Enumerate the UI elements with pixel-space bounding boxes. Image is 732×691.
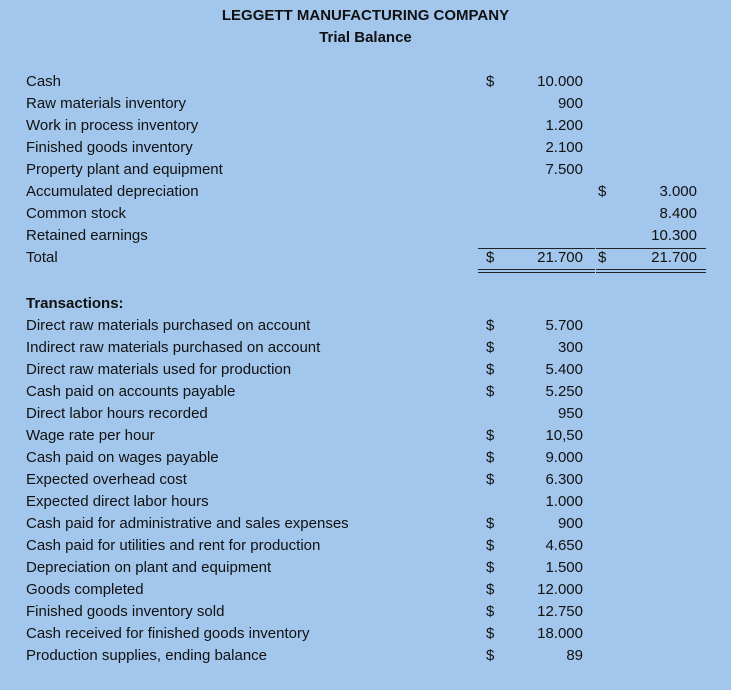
transaction-row bbox=[0, 601, 731, 623]
total-credit-currency: $ bbox=[598, 249, 607, 266]
transaction-currency: $ bbox=[486, 361, 495, 378]
transaction-value: 10,50 bbox=[545, 427, 583, 444]
transactions-heading: Transactions: bbox=[26, 295, 124, 312]
credit-double-underline bbox=[596, 269, 706, 273]
transaction-value: 1.500 bbox=[545, 559, 583, 576]
transaction-value: 9.000 bbox=[545, 449, 583, 466]
trial-balance-row bbox=[0, 181, 731, 203]
transaction-row bbox=[0, 491, 731, 513]
account-label: Retained earnings bbox=[26, 227, 148, 244]
transaction-value: 300 bbox=[557, 339, 583, 356]
transaction-value: 89 bbox=[566, 647, 583, 664]
transaction-label: Goods completed bbox=[26, 581, 144, 598]
trial-balance-row bbox=[0, 203, 731, 225]
transaction-row bbox=[0, 645, 731, 667]
transaction-value: 6.300 bbox=[545, 471, 583, 488]
transaction-row bbox=[0, 579, 731, 601]
account-label: Property plant and equipment bbox=[26, 161, 223, 178]
credit-value: 10.300 bbox=[651, 227, 697, 244]
transaction-row bbox=[0, 557, 731, 579]
transaction-row bbox=[0, 447, 731, 469]
total-debit-currency: $ bbox=[486, 249, 495, 266]
transaction-currency: $ bbox=[486, 383, 495, 400]
credit-value: 8.400 bbox=[659, 205, 697, 222]
trial-balance-row bbox=[0, 159, 731, 181]
account-label: Raw materials inventory bbox=[26, 95, 187, 112]
transaction-label: Cash paid on wages payable bbox=[26, 449, 219, 466]
debit-double-underline bbox=[478, 269, 595, 273]
transaction-row bbox=[0, 403, 731, 425]
transaction-row bbox=[0, 315, 731, 337]
transaction-row bbox=[0, 359, 731, 381]
account-label: Work in process inventory bbox=[26, 117, 199, 134]
report-subtitle: Trial Balance bbox=[319, 29, 412, 46]
account-label: Accumulated depreciation bbox=[26, 183, 199, 200]
transaction-value: 5.700 bbox=[545, 317, 583, 334]
total-credit-value: 21.700 bbox=[651, 249, 697, 266]
transaction-label: Wage rate per hour bbox=[26, 427, 155, 444]
transaction-label: Expected direct labor hours bbox=[26, 493, 209, 510]
transaction-label: Cash paid on accounts payable bbox=[26, 383, 236, 400]
transaction-label: Cash paid for administrative and sales expenses bbox=[26, 515, 349, 532]
trial-balance-row bbox=[0, 225, 731, 247]
transaction-row bbox=[0, 513, 731, 535]
credit-value: 3.000 bbox=[659, 183, 697, 200]
account-label: Cash bbox=[26, 73, 62, 90]
transaction-currency: $ bbox=[486, 559, 495, 576]
transactions-heading-row bbox=[0, 293, 731, 315]
debit-value: 7.500 bbox=[545, 161, 583, 178]
transaction-label: Direct raw materials purchased on account bbox=[26, 317, 311, 334]
transaction-currency: $ bbox=[486, 449, 495, 466]
trial-balance-row bbox=[0, 137, 731, 159]
transaction-label: Cash received for finished goods inventory bbox=[26, 625, 310, 642]
trial-balance-row bbox=[0, 93, 731, 115]
total-label: Total bbox=[26, 249, 58, 266]
transaction-currency: $ bbox=[486, 339, 495, 356]
transaction-currency: $ bbox=[486, 515, 495, 532]
transaction-row bbox=[0, 425, 731, 447]
transaction-value: 18.000 bbox=[537, 625, 583, 642]
debit-value: 10.000 bbox=[537, 73, 583, 90]
transaction-label: Production supplies, ending balance bbox=[26, 647, 268, 664]
total-row bbox=[0, 247, 731, 269]
transaction-label: Expected overhead cost bbox=[26, 471, 187, 488]
transaction-currency: $ bbox=[486, 471, 495, 488]
trial-balance-row bbox=[0, 71, 731, 93]
transaction-value: 1.000 bbox=[545, 493, 583, 510]
transaction-label: Cash paid for utilities and rent for production bbox=[26, 537, 321, 554]
account-label: Common stock bbox=[26, 205, 127, 222]
debit-value: 1.200 bbox=[545, 117, 583, 134]
transaction-row bbox=[0, 381, 731, 403]
transaction-value: 900 bbox=[557, 515, 583, 532]
transaction-value: 5.400 bbox=[545, 361, 583, 378]
transaction-row bbox=[0, 337, 731, 359]
transaction-value: 950 bbox=[557, 405, 583, 422]
transaction-currency: $ bbox=[486, 317, 495, 334]
transaction-label: Depreciation on plant and equipment bbox=[26, 559, 272, 576]
transaction-label: Direct labor hours recorded bbox=[26, 405, 208, 422]
transaction-label: Finished goods inventory sold bbox=[26, 603, 225, 620]
transaction-value: 12.000 bbox=[537, 581, 583, 598]
transaction-row bbox=[0, 469, 731, 491]
transaction-currency: $ bbox=[486, 427, 495, 444]
transaction-label: Direct raw materials used for production bbox=[26, 361, 292, 378]
credit-currency: $ bbox=[598, 183, 607, 200]
transaction-value: 5.250 bbox=[545, 383, 583, 400]
account-label: Finished goods inventory bbox=[26, 139, 193, 156]
transaction-row bbox=[0, 535, 731, 557]
debit-currency: $ bbox=[486, 73, 495, 90]
transaction-label: Indirect raw materials purchased on account bbox=[26, 339, 321, 356]
transaction-currency: $ bbox=[486, 603, 495, 620]
trial-balance-row bbox=[0, 115, 731, 137]
total-debit-value: 21.700 bbox=[537, 249, 583, 266]
company-title: LEGGETT MANUFACTURING COMPANY bbox=[221, 7, 510, 24]
debit-value: 2.100 bbox=[545, 139, 583, 156]
transaction-value: 12.750 bbox=[537, 603, 583, 620]
debit-value: 900 bbox=[557, 95, 583, 112]
transaction-currency: $ bbox=[486, 647, 495, 664]
transaction-row bbox=[0, 623, 731, 645]
transaction-currency: $ bbox=[486, 581, 495, 598]
transaction-currency: $ bbox=[486, 625, 495, 642]
transaction-value: 4.650 bbox=[545, 537, 583, 554]
transaction-currency: $ bbox=[486, 537, 495, 554]
